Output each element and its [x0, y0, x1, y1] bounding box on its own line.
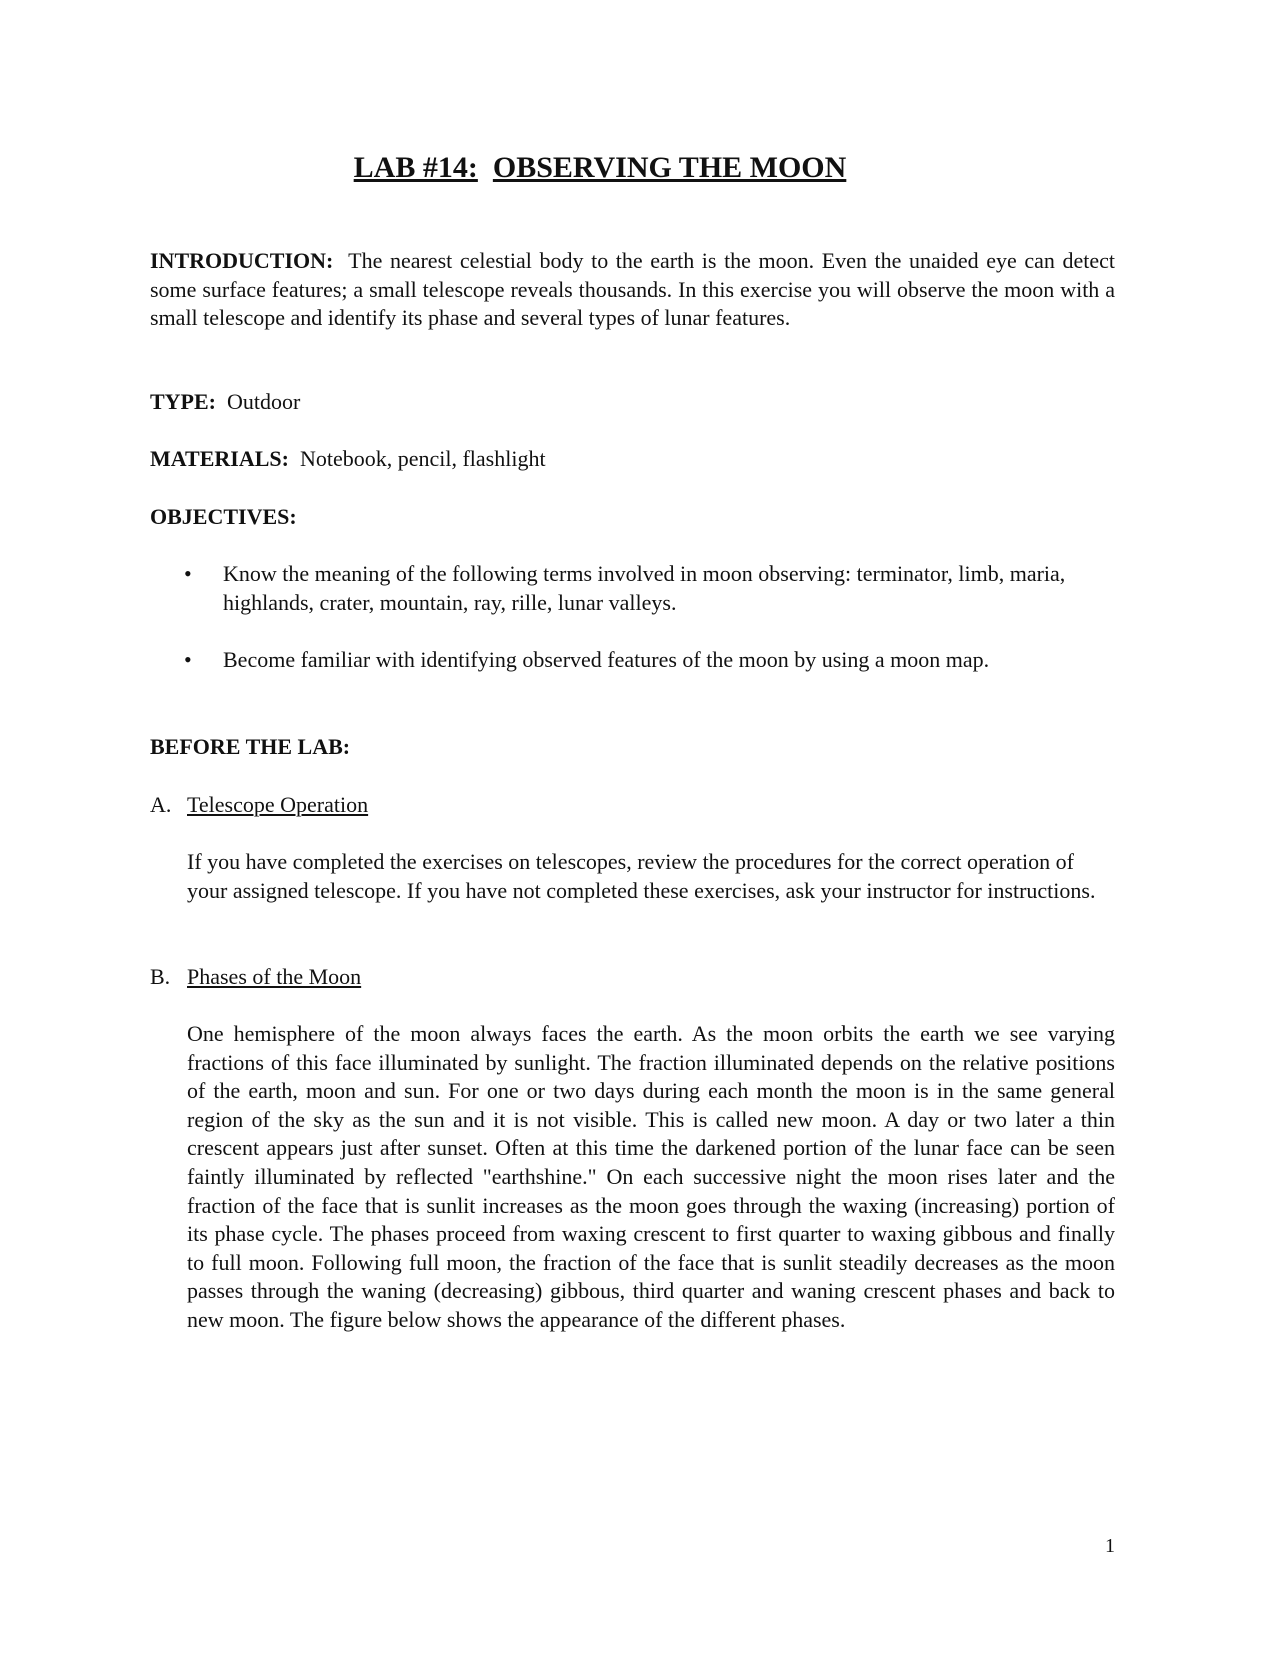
objective-item	[150, 646, 1115, 675]
type-value: Outdoor	[227, 389, 301, 414]
type-line	[150, 388, 1115, 417]
objectives-list	[150, 560, 1115, 675]
title-label: LAB #14:	[353, 151, 478, 184]
section-body-text: If you have completed the exercises on telescopes, review the procedures for the correct operation of your assigned telescope. If you have not completed these exercises, ask your instructor for instructions.	[187, 849, 1096, 903]
bullet-icon: •	[184, 561, 192, 586]
materials-value: Notebook, pencil, flashlight	[299, 446, 546, 471]
materials-label: MATERIALS:	[150, 446, 289, 471]
objective-item	[150, 560, 1115, 617]
objectives-heading	[150, 503, 1115, 532]
objectives-label: OBJECTIVES:	[150, 504, 297, 529]
section-title: Phases of the Moon	[187, 964, 362, 989]
materials-line	[150, 445, 1115, 474]
bullet-icon: •	[184, 647, 192, 673]
page-number: 1	[1105, 1535, 1115, 1557]
introduction-text: The nearest celestial body to the earth is the moon. Even the unaided eye can detect some surface features; a small telescope reveals thousands. In this exercise you will observe the moon with a small telescope and identify its phase and several types of lunar features.	[150, 248, 1115, 331]
objective-text: Know the meaning of the following terms involved in moon observing: terminator, limb, maria, highlands, crater, mountain, ray, rille, lunar valleys.	[223, 561, 1066, 615]
introduction-paragraph	[150, 247, 1115, 333]
introduction-label: INTRODUCTION:	[150, 248, 334, 273]
section-letter: A.	[150, 792, 172, 817]
title-text: OBSERVING THE MOON	[492, 151, 847, 184]
section-b-body	[187, 1020, 1115, 1335]
section-a-heading	[150, 791, 368, 820]
before-the-lab-label: BEFORE THE LAB:	[150, 734, 351, 759]
section-letter: B.	[150, 964, 171, 989]
objective-text: Become familiar with identifying observed features of the moon by using a moon map.	[223, 647, 990, 673]
section-title: Telescope Operation	[187, 792, 369, 817]
before-the-lab-heading	[150, 733, 1115, 762]
type-label: TYPE:	[150, 389, 216, 414]
page-title	[150, 150, 1050, 186]
section-a-body	[187, 848, 1115, 905]
section-body-text: One hemisphere of the moon always faces the earth. As the moon orbits the earth we see varying fractions of this face illuminated by sunlight. The fraction illuminated depends on the relative positions of the earth, moon and sun. For one or two days during each month the moon is in the same general region of the sky as the sun and it is not visible. This is called new moon. A day or two later a thin crescent appears just after sunset. Often at this time the darkened portion of the lunar face can be seen faintly illuminated by reflected "earthshine." On each successive night the moon rises later and the fraction of the face that is sunlit increases as the moon goes through the waxing (increasing) portion of its phase cycle. The phases proceed from waxing crescent to first quarter to waxing gibbous and finally to full moon. Following full moon, the fraction of the face that is sunlit steadily decreases as the moon passes through the waning (decreasing) gibbous, third quarter and waning crescent phases and back to new moon. The figure below shows the appearance of the different phases.	[187, 1021, 1115, 1332]
section-b-heading	[150, 963, 361, 992]
